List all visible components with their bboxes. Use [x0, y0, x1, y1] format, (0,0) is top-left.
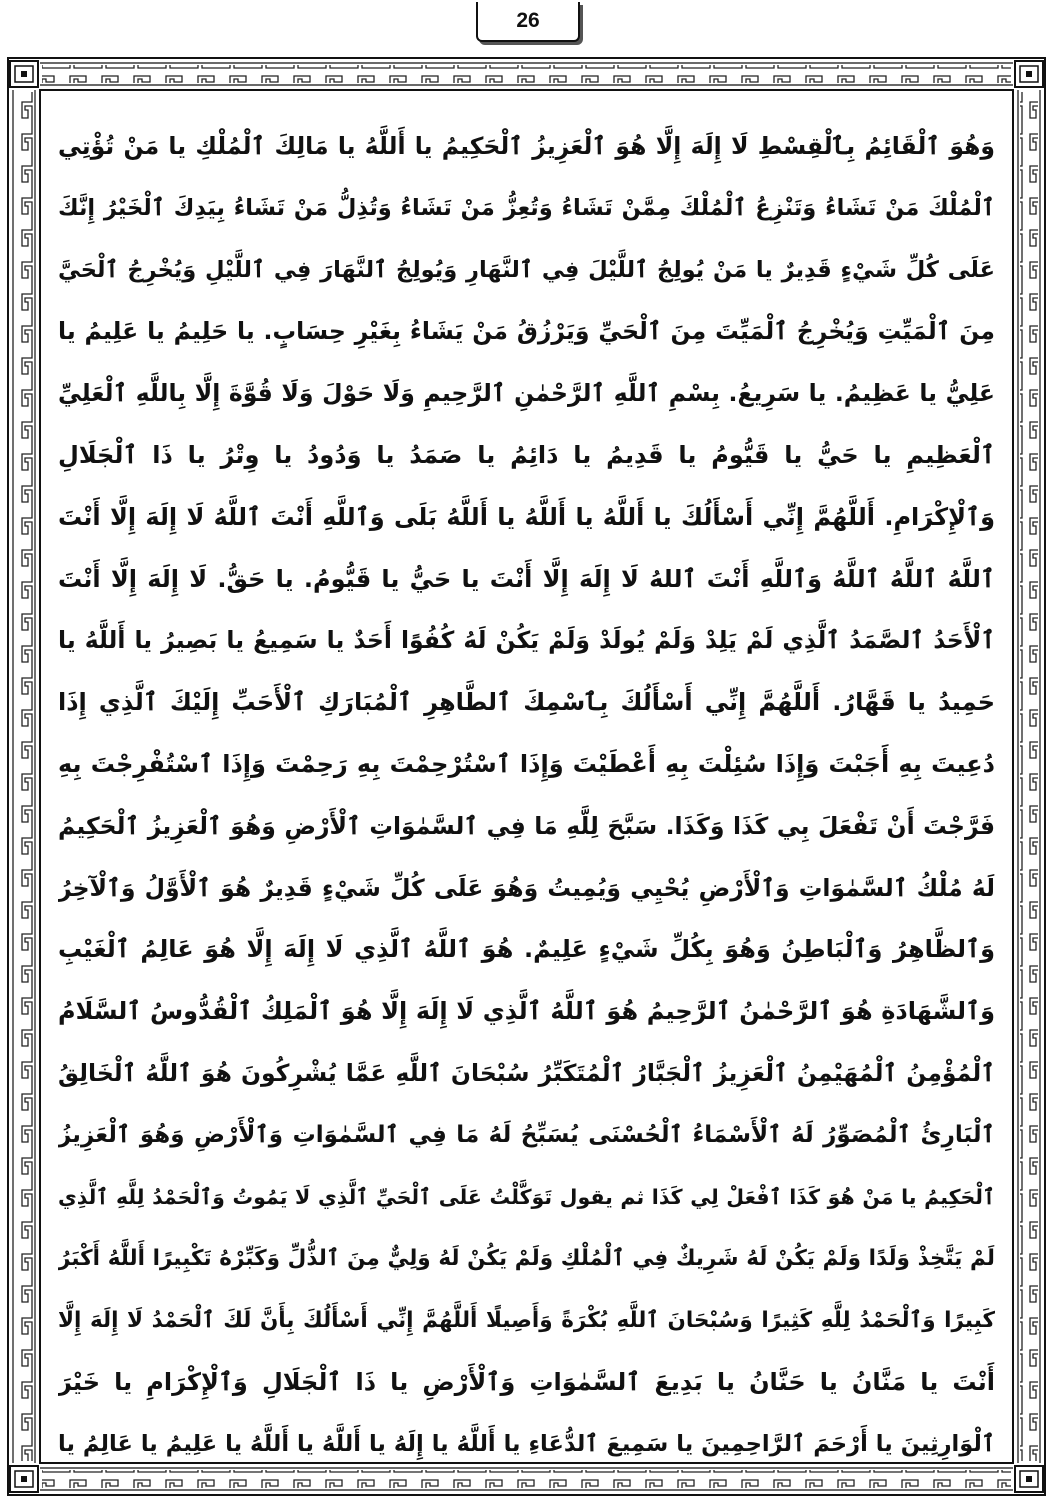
- corner-square-top-right: [1015, 61, 1043, 87]
- text-line: وَهُوَ ٱلْقَائِمُ بِٱلْقِسْطِ لَا إِلَهَ إِلَّا هُوَ ٱلْعَزِيزُ ٱلْحَكِيمُ يا أَللَّهُ يا مَالِكَ ٱلْمُلْكِ يا مَنْ تُؤْتِي: [58, 132, 995, 160]
- text-line: عَلِيُّ يا عَظِيمُ. يا سَرِيعُ. بِسْمِ ٱللَّهِ ٱلرَّحْمٰنِ ٱلرَّحِيمِ وَلَا حَوْلَ وَلَا قُوَّةَ إِلَّا بِاللَّهِ ٱلْعَلِيِّ: [58, 379, 995, 408]
- corner-square-top-left: [10, 61, 38, 87]
- text-line: ٱلْأَحَدُ ٱلصَّمَدُ ٱلَّذِي لَمْ يَلِدْ وَلَمْ يُولَدْ وَلَمْ يَكُنْ لَهُ كُفُوًا أَحَدٌ يا سَمِيعُ يا بَصِيرُ يا أَللَّهُ يا: [58, 626, 995, 655]
- text-line: وَٱلشَّهَادَةِ هُوَ ٱلرَّحْمٰنُ ٱلرَّحِيمُ هُوَ ٱللَّهُ ٱلَّذِي لَا إِلَهَ إِلَّا هُوَ ٱلْمَلِكُ ٱلْقُدُّوسُ ٱلسَّلَامُ: [58, 997, 995, 1026]
- text-line: ٱلْوَارِثِينَ يا أَرْحَمَ ٱلرَّاحِمِينَ يا سَمِيعَ ٱلدُّعَاءِ يا أَللَّهُ يا إِلَهُ يا أَللَّهُ يا أَللَّهُ يا عَلِيمُ يا عَالِمُ يا: [58, 1430, 995, 1457]
- text-line: عَلَى كُلِّ شَيْءٍ قَدِيرٌ يا مَنْ يُولِجُ ٱللَّيْلَ فِي ٱلنَّهَارِ وَيُولِجُ ٱلنَّهَارَ فِي ٱللَّيْلِ وَيُخْرِجُ ٱلْحَيَّ: [58, 256, 995, 283]
- text-line: لَهُ مُلْكُ ٱلسَّمٰوَاتِ وَٱلْأَرْضِ يُحْيِي وَيُمِيتُ وَهُوَ عَلَى كُلِّ شَيْءٍ قَدِيرٌ هُوَ ٱلْأَوَّلُ وَٱلْآخِرُ: [58, 873, 995, 902]
- text-line: ٱلْحَكِيمُ يا مَنْ هُوَ كَذَا ٱفْعَلْ لِي كَذَا ثم يقول تَوَكَّلْتُ عَلَى ٱلْحَيِّ ٱلَّذِي لَا يَمُوتُ وَٱلْحَمْدُ لِلَّهِ ٱلَّذِي: [58, 1184, 995, 1209]
- text-line: ٱلْمُلْكَ مَنْ تَشَاءُ وَتَنْزِعُ ٱلْمُلْكَ مِمَّنْ تَشَاءُ وَتُعِزُّ مَنْ تَشَاءُ وَتُذِلُّ مَنْ تَشَاءُ بِيَدِكَ ٱلْخَيْرُ إِنَّكَ: [58, 194, 995, 221]
- text-line: فَرَّجْتَ أَنْ تَفْعَلَ بِي كَذَا وَكَذَا. سَبَّحَ لِلَّهِ مَا فِي ٱلسَّمٰوَاتِ ٱلْأَرْضِ وَهُوَ ٱلْعَزِيزُ ٱلْحَكِيمُ: [58, 811, 995, 840]
- text-line: حَمِيدُ يا قَهَّارُ. أَللَّهُمَّ إِنِّي أَسْأَلُكَ بِٱسْمِكَ ٱلطَّاهِرِ ٱلْمُبَارَكِ ٱلْأَحَبِّ إِلَيْكَ ٱلَّذِي إِذَا: [58, 688, 995, 717]
- text-line: ٱللَّهُ ٱللَّهُ ٱللَّهُ وَٱللَّهِ أَنْتَ ٱللهُ لَا إِلَهَ إِلَّا أَنْتَ يا حَيُّ يا قَيُّومُ. يا حَقُّ. لَا إِلَهَ إِلَّا أَنْتَ: [58, 564, 995, 593]
- page-number: 26: [476, 2, 580, 42]
- text-line: أَنْتَ يا مَنَّانُ يا حَنَّانُ يا بَدِيعَ ٱلسَّمٰوَاتِ وَٱلْأَرْضِ يا ذَا ٱلْجَلَالِ وَٱلْإِكْرَامِ يا خَيْرَ: [58, 1367, 995, 1396]
- text-line: ٱلْمُؤْمِنُ ٱلْمُهَيْمِنُ ٱلْعَزِيزُ ٱلْجَبَّارُ ٱلْمُتَكَبِّرُ سُبْحَانَ ٱللَّهِ عَمَّا يُشْرِكُونَ هُوَ ٱللَّهُ ٱلْخَالِقُ: [58, 1058, 995, 1087]
- text-line: دُعِيتَ بِهِ أَجَبْتَ وَإِذَا سُئِلْتَ بِهِ أَعْطَيْتَ وَإِذَا ٱسْتُرْحِمْتَ بِهِ رَحِمْتَ وَإِذَا ٱسْتُفْرِجْتَ بِهِ: [58, 749, 995, 778]
- corner-square-bottom-right: [1015, 1466, 1043, 1492]
- text-line: كَبِيرًا وَٱلْحَمْدُ لِلَّهِ كَثِيرًا وَسُبْحَانَ ٱللَّهِ بُكْرَةً وَأَصِيلًا أَللَّهُمَّ إِنِّي أَسْأَلُكَ بِأَنَّ لَكَ ٱلْحَمْدُ لَا إِلَهَ إِلَّا: [58, 1308, 995, 1334]
- text-line: لَمْ يَتَّخِذْ وَلَدًا وَلَمْ يَكُنْ لَهُ شَرِيكٌ فِي ٱلْمُلْكِ وَلَمْ يَكُنْ لَهُ وَلِيٌّ مِنَ ٱلذُّلِّ وَكَبِّرْهُ تَكْبِيرًا أَللَّهُ أَكْبَرُ: [58, 1246, 995, 1272]
- body-text: [58, 116, 995, 1457]
- text-line: وَٱلظَّاهِرُ وَٱلْبَاطِنُ وَهُوَ بِكُلِّ شَيْءٍ عَلِيمٌ. هُوَ ٱللَّهُ ٱلَّذِي لَا إِلَهَ إِلَّا هُوَ عَالِمُ ٱلْغَيْبِ: [58, 935, 995, 964]
- text-line: وَٱلْإِكْرَامِ. أَللَّهُمَّ إِنِّي أَسْأَلُكَ يا أَللَّهُ يا أَللَّهُ يا أَللَّهُ بَلَى وَٱللَّهِ أَنْتَ ٱللَّهُ لَا إِلَهَ إِلَّا أَنْتَ: [58, 502, 995, 531]
- text-line: ٱلْبَارِئُ ٱلْمُصَوِّرُ لَهُ ٱلْأَسْمَاءُ ٱلْحُسْنَى يُسَبِّحُ لَهُ مَا فِي ٱلسَّمٰوَاتِ وَٱلْأَرْضِ وَهُوَ ٱلْعَزِيزُ: [58, 1121, 995, 1148]
- text-line: مِنَ ٱلْمَيِّتِ وَيُخْرِجُ ٱلْمَيِّتَ مِنَ ٱلْحَيِّ وَيَرْزُقُ مَنْ يَشَاءُ بِغَيْرِ حِسَابٍ. يا حَلِيمُ يا عَلِيمُ يا: [58, 317, 995, 346]
- text-line: ٱلْعَظِيمِ يا حَيُّ يا قَيُّومُ يا قَدِيمُ يا دَائِمُ يا صَمَدُ يا وَدُودُ يا وِتْرُ يا ذَا ٱلْجَلَالِ: [58, 440, 995, 469]
- corner-square-bottom-left: [10, 1466, 38, 1492]
